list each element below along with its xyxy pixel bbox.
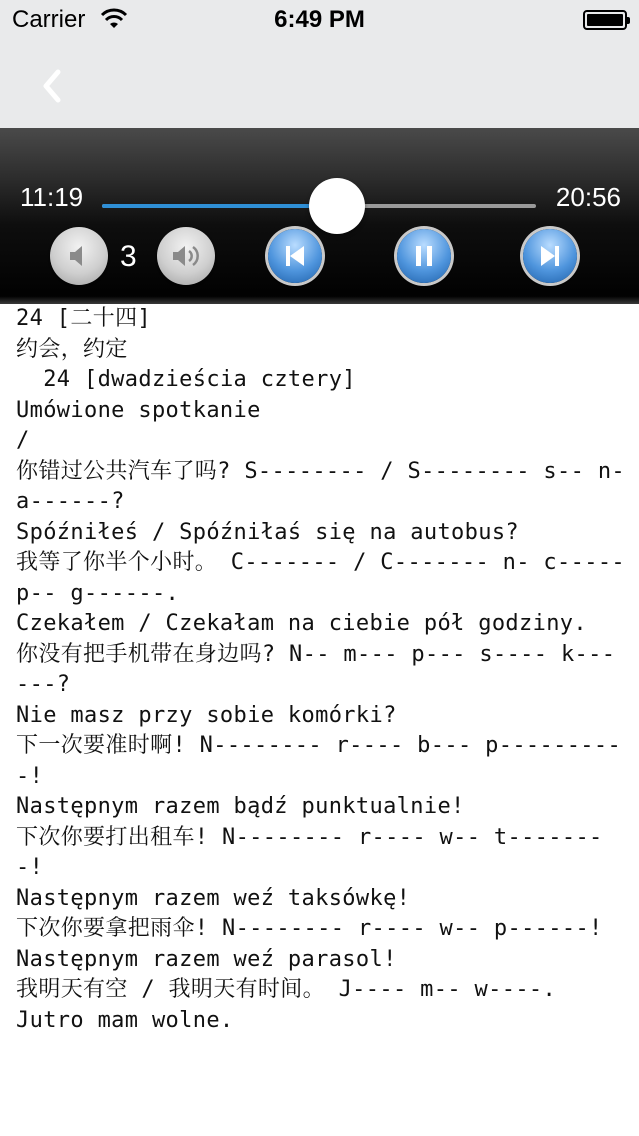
progress-fill [102, 204, 337, 208]
audio-player [0, 128, 639, 304]
text-line: 24 [二十四] [16, 306, 152, 331]
text-line: / [16, 428, 30, 453]
text-line: 下一次要准时啊! N-------- r---- b--- p----------! [16, 733, 622, 789]
text-line: 我明天有空 / 我明天有时间。 J---- m-- w----. [16, 977, 557, 1002]
elapsed-time: 11:19 [20, 182, 84, 212]
navigation-bar [0, 42, 639, 128]
volume-up-icon [157, 227, 215, 285]
volume-up-button[interactable] [157, 227, 215, 285]
text-line: 你错过公共汽车了吗? S-------- / S-------- s-- n- a------? [16, 458, 639, 514]
next-button[interactable] [523, 229, 577, 283]
volume-down-icon [50, 227, 108, 285]
text-line: 下次你要拿把雨伞! N-------- r---- w-- p------! [16, 916, 603, 941]
back-button[interactable] [34, 66, 74, 106]
text-line: 下次你要打出租车! N-------- r---- w-- t--------! [16, 824, 603, 880]
previous-button[interactable] [268, 229, 322, 283]
pause-button[interactable] [397, 229, 451, 283]
total-time: 20:56 [555, 182, 621, 212]
volume-level: 3 [120, 240, 137, 273]
progress-slider[interactable] [102, 204, 536, 208]
text-line: Następnym razem weź taksówkę! [16, 885, 411, 911]
text-line: Następnym razem weź parasol! [16, 946, 397, 972]
text-line: Jutro mam wolne. [16, 1007, 234, 1033]
text-line: 24 [dwadzieścia cztery] [16, 367, 356, 392]
text-line: Następnym razem bądź punktualnie! [16, 794, 465, 819]
text-line: 你没有把手机带在身边吗? N-- m--- p--- s---- k------? [16, 641, 616, 697]
battery-icon [583, 10, 627, 30]
text-line: Czekałem / Czekałam na ciebie pół godziny. [16, 611, 587, 636]
skip-previous-icon [268, 229, 322, 283]
carrier-label: Carrier [12, 6, 86, 33]
text-line: Umówione spotkanie [16, 397, 261, 423]
status-bar [0, 0, 639, 42]
pause-icon [397, 229, 451, 283]
status-time: 6:49 PM [274, 6, 365, 33]
volume-down-button[interactable] [50, 227, 108, 285]
text-line: 我等了你半个小时。 C------- / C------- n- c----- p-- g------. [16, 550, 639, 606]
text-line: 约会，约定 [16, 336, 128, 362]
chevron-left-icon [34, 66, 74, 106]
progress-thumb[interactable] [309, 178, 365, 234]
text-line: Nie masz przy sobie komórki? [16, 702, 397, 728]
skip-next-icon [523, 229, 577, 283]
lesson-text [16, 304, 639, 1136]
text-line: Spóźniłeś / Spóźniłaś się na autobus? [16, 519, 520, 545]
